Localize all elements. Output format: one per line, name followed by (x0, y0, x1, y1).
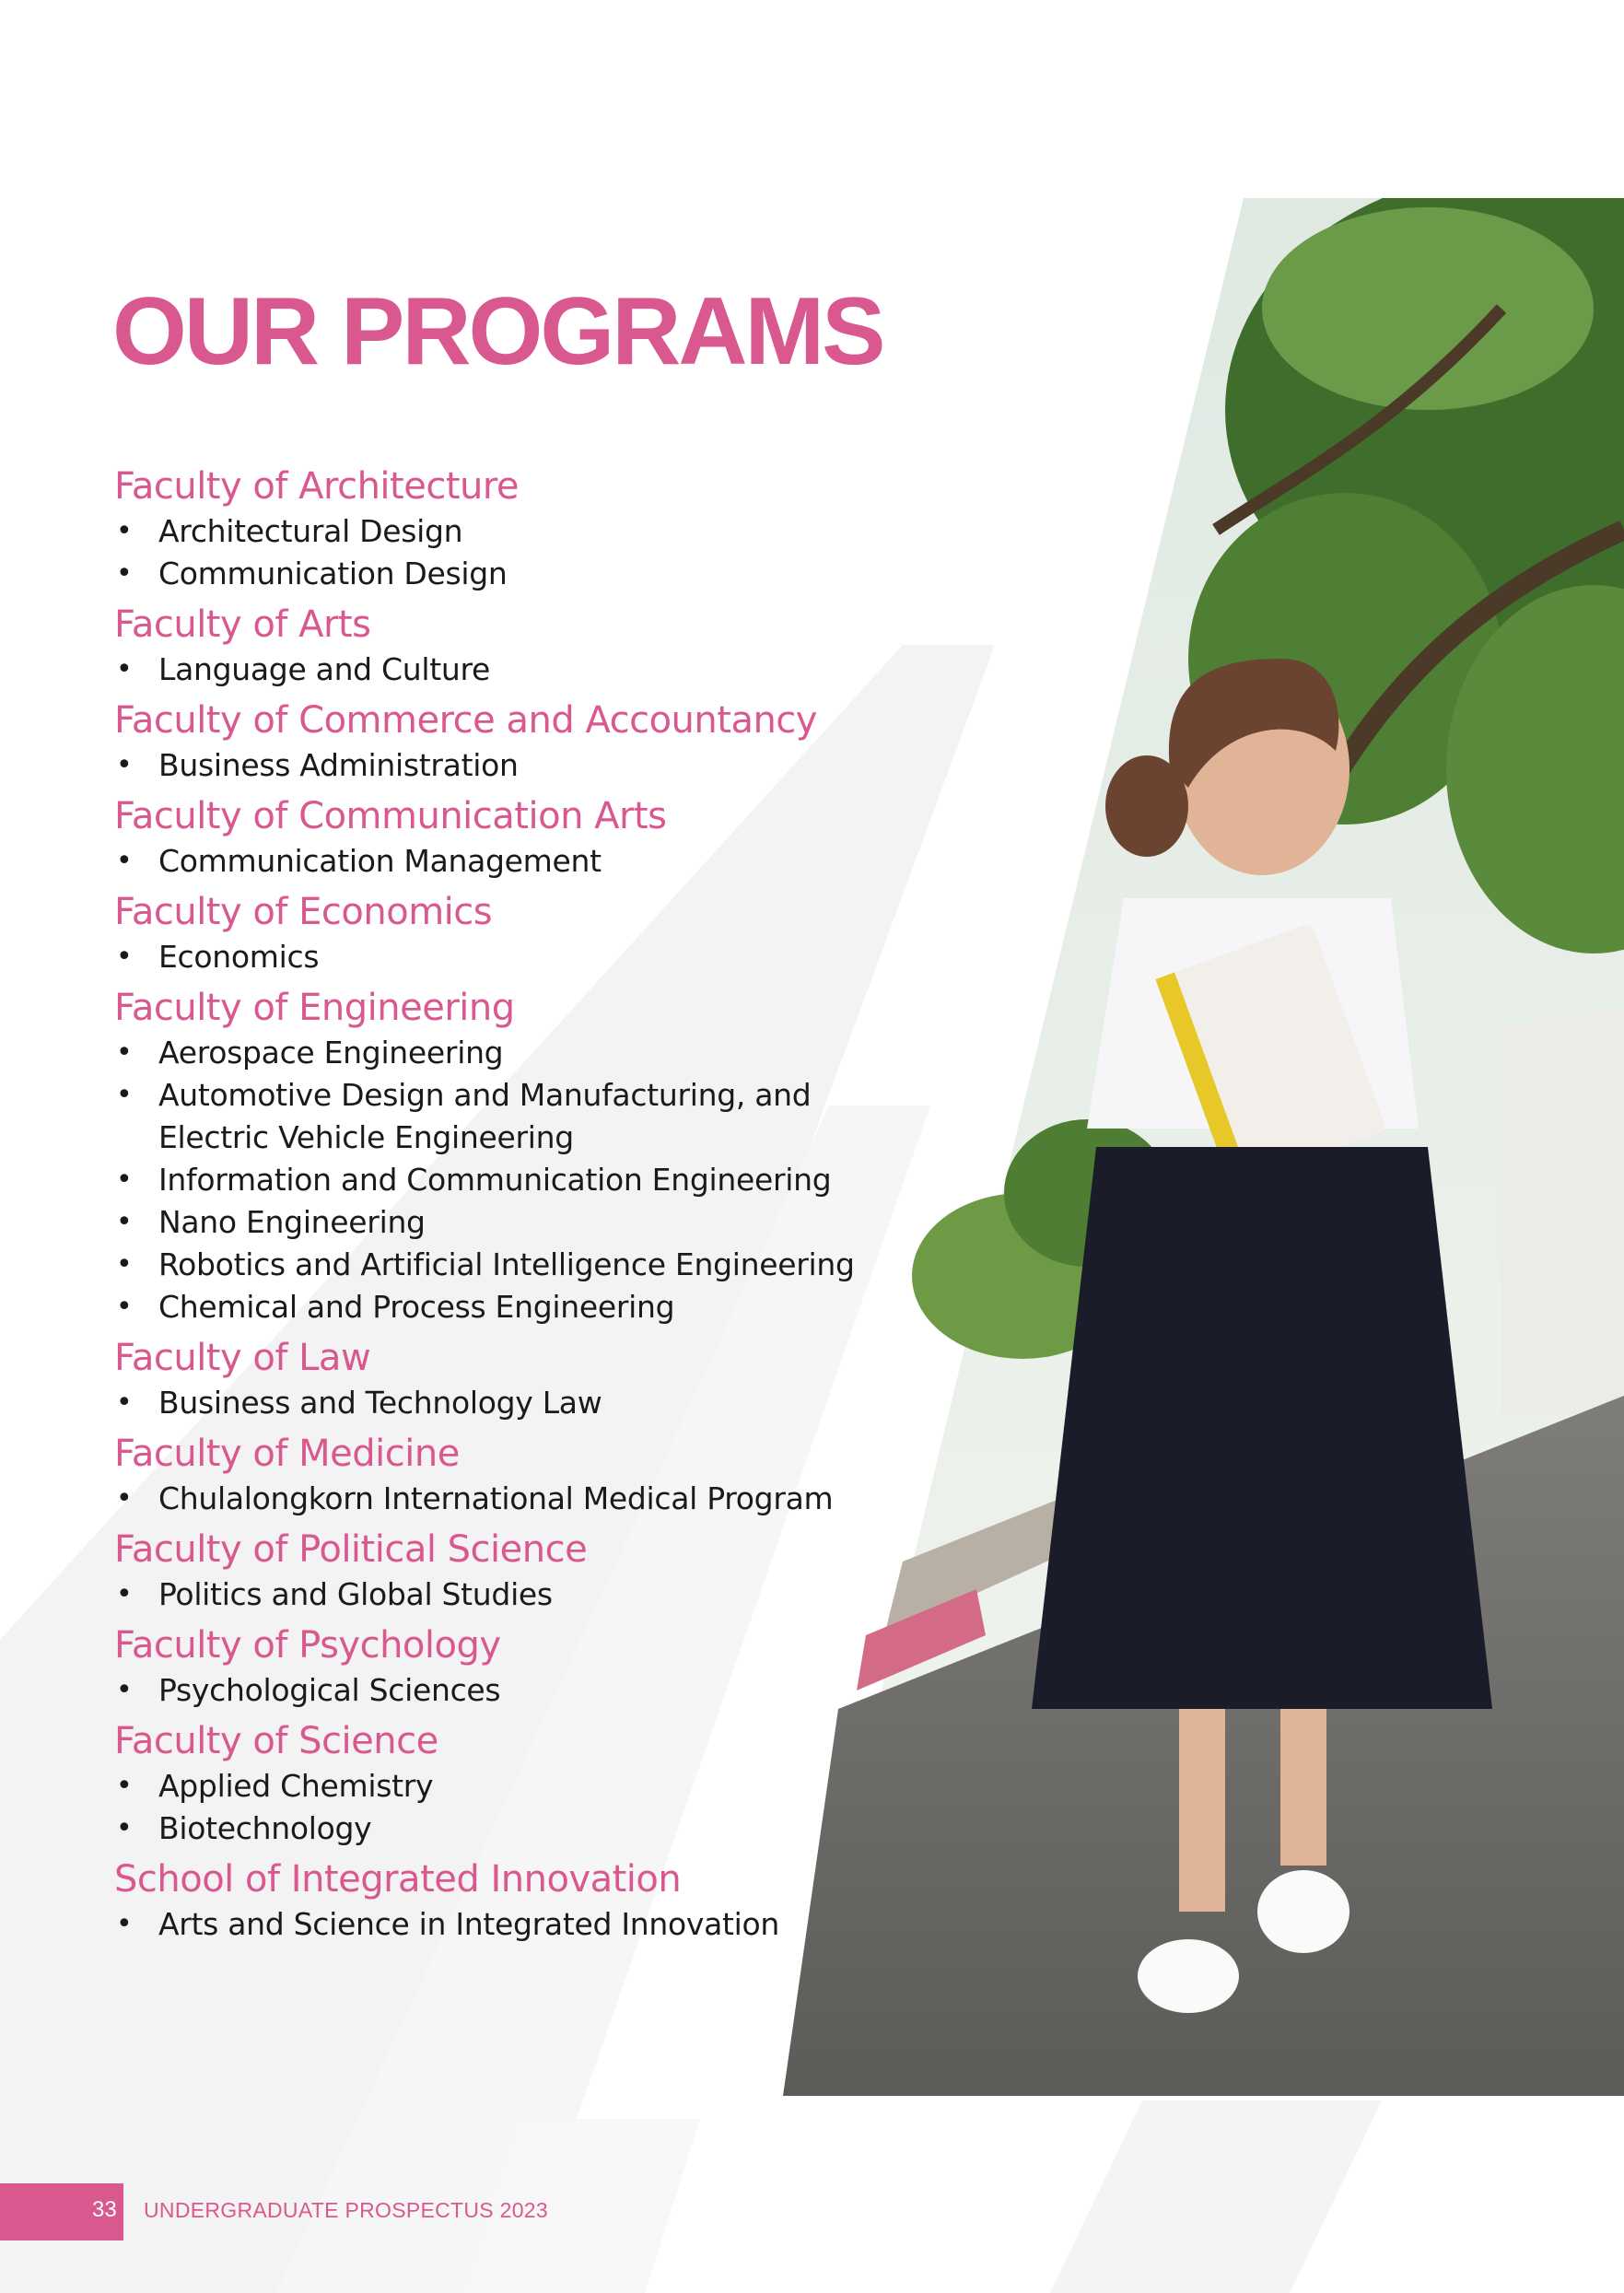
faculty-name: Faculty of Engineering (114, 987, 515, 1029)
bullet-icon: • (116, 653, 133, 685)
faculty-engineering (114, 984, 879, 1328)
shoe (1138, 1939, 1239, 2013)
program-name: Applied Chemistry (158, 1768, 434, 1804)
program-item (114, 1574, 879, 1616)
faculty-name: Faculty of Medicine (114, 1433, 460, 1475)
program-item (114, 1807, 879, 1850)
program-name: Biotechnology (158, 1810, 372, 1846)
student-photo (783, 198, 1624, 2096)
faculty-architecture (114, 462, 879, 595)
bullet-icon: • (116, 845, 133, 877)
program-name: Psychological Sciences (158, 1672, 501, 1708)
program-name: Economics (158, 939, 320, 975)
bullet-icon: • (116, 1386, 133, 1419)
photo-frame (783, 198, 1624, 2096)
faculty-commerce-accountancy (114, 696, 879, 787)
shoe (1257, 1870, 1349, 1953)
bullet-icon: • (116, 1578, 133, 1610)
program-item (114, 1903, 879, 1946)
program-item (114, 1032, 879, 1074)
bullet-icon: • (116, 1164, 133, 1196)
program-item (114, 1286, 879, 1328)
faculty-medicine (114, 1430, 879, 1520)
program-item (114, 1765, 879, 1807)
school-integrated-innovation (114, 1855, 879, 1946)
program-name: Automotive Design and Manufacturing, and (158, 1077, 812, 1113)
program-name: Politics and Global Studies (158, 1576, 553, 1612)
program-name: Arts and Science in Integrated Innovation (158, 1906, 780, 1942)
faculty-name: Faculty of Economics (114, 891, 493, 933)
bullet-icon: • (116, 1908, 133, 1940)
bullet-icon: • (116, 941, 133, 973)
skirt (1032, 1147, 1492, 1709)
leg (1280, 1709, 1326, 1866)
program-item (114, 936, 879, 978)
faculty-name: Faculty of Law (114, 1337, 371, 1379)
program-item (114, 1382, 879, 1424)
program-item (114, 1159, 879, 1201)
page-title: OUR PROGRAMS (112, 278, 883, 385)
page-number: 33 (92, 2197, 117, 2222)
footer-label: UNDERGRADUATE PROSPECTUS 2023 (144, 2198, 548, 2222)
bullet-icon: • (116, 749, 133, 781)
program-name: Chemical and Process Engineering (158, 1289, 675, 1325)
program-name: Chulalongkorn International Medical Program (158, 1480, 834, 1516)
leg (1179, 1709, 1225, 1912)
program-name: Business and Technology Law (158, 1385, 602, 1421)
faculty-name: School of Integrated Innovation (114, 1858, 682, 1901)
bullet-icon: • (116, 1079, 133, 1111)
faculty-name: Faculty of Communication Arts (114, 795, 667, 837)
faculty-name: Faculty of Arts (114, 603, 371, 646)
program-item (114, 1478, 879, 1520)
faculty-law (114, 1334, 879, 1424)
program-name: Robotics and Artificial Intelligence Engineering (158, 1246, 855, 1282)
bullet-icon: • (116, 1674, 133, 1706)
bullet-icon: • (116, 1291, 133, 1323)
program-name-continuation: Electric Vehicle Engineering (158, 1119, 574, 1155)
bullet-icon: • (116, 515, 133, 547)
program-item (114, 1201, 879, 1244)
program-name: Information and Communication Engineering (158, 1162, 832, 1198)
program-item (114, 510, 879, 553)
program-item (114, 1074, 879, 1159)
faculty-name: Faculty of Political Science (114, 1528, 588, 1571)
program-name: Aerospace Engineering (158, 1035, 504, 1070)
faculty-political-science (114, 1526, 879, 1616)
faculty-name: Faculty of Architecture (114, 465, 520, 508)
program-name: Communication Management (158, 843, 602, 879)
faculty-name: Faculty of Science (114, 1720, 438, 1762)
program-item (114, 649, 879, 691)
building (1501, 1009, 1624, 1414)
faculty-arts (114, 601, 879, 691)
program-name: Business Administration (158, 747, 519, 783)
faculty-psychology (114, 1621, 879, 1712)
bullet-icon: • (116, 1036, 133, 1069)
program-item (114, 744, 879, 787)
program-name: Communication Design (158, 556, 508, 591)
program-name: Nano Engineering (158, 1204, 426, 1240)
background-stripe (1050, 2100, 1382, 2293)
bullet-icon: • (116, 1206, 133, 1238)
bullet-icon: • (116, 1812, 133, 1844)
faculty-communication-arts (114, 792, 879, 883)
bullet-icon: • (116, 1482, 133, 1515)
bullet-icon: • (116, 1248, 133, 1281)
programs-list (114, 462, 879, 1951)
program-item (114, 1669, 879, 1712)
program-name: Architectural Design (158, 513, 463, 549)
bullet-icon: • (116, 557, 133, 590)
faculty-name: Faculty of Commerce and Accountancy (114, 699, 817, 742)
faculty-name: Faculty of Psychology (114, 1624, 501, 1667)
program-item (114, 1244, 879, 1286)
bullet-icon: • (116, 1770, 133, 1802)
program-name: Language and Culture (158, 651, 491, 687)
program-item (114, 840, 879, 883)
ponytail (1105, 755, 1188, 857)
faculty-economics (114, 888, 879, 978)
program-item (114, 553, 879, 595)
faculty-science (114, 1717, 879, 1850)
